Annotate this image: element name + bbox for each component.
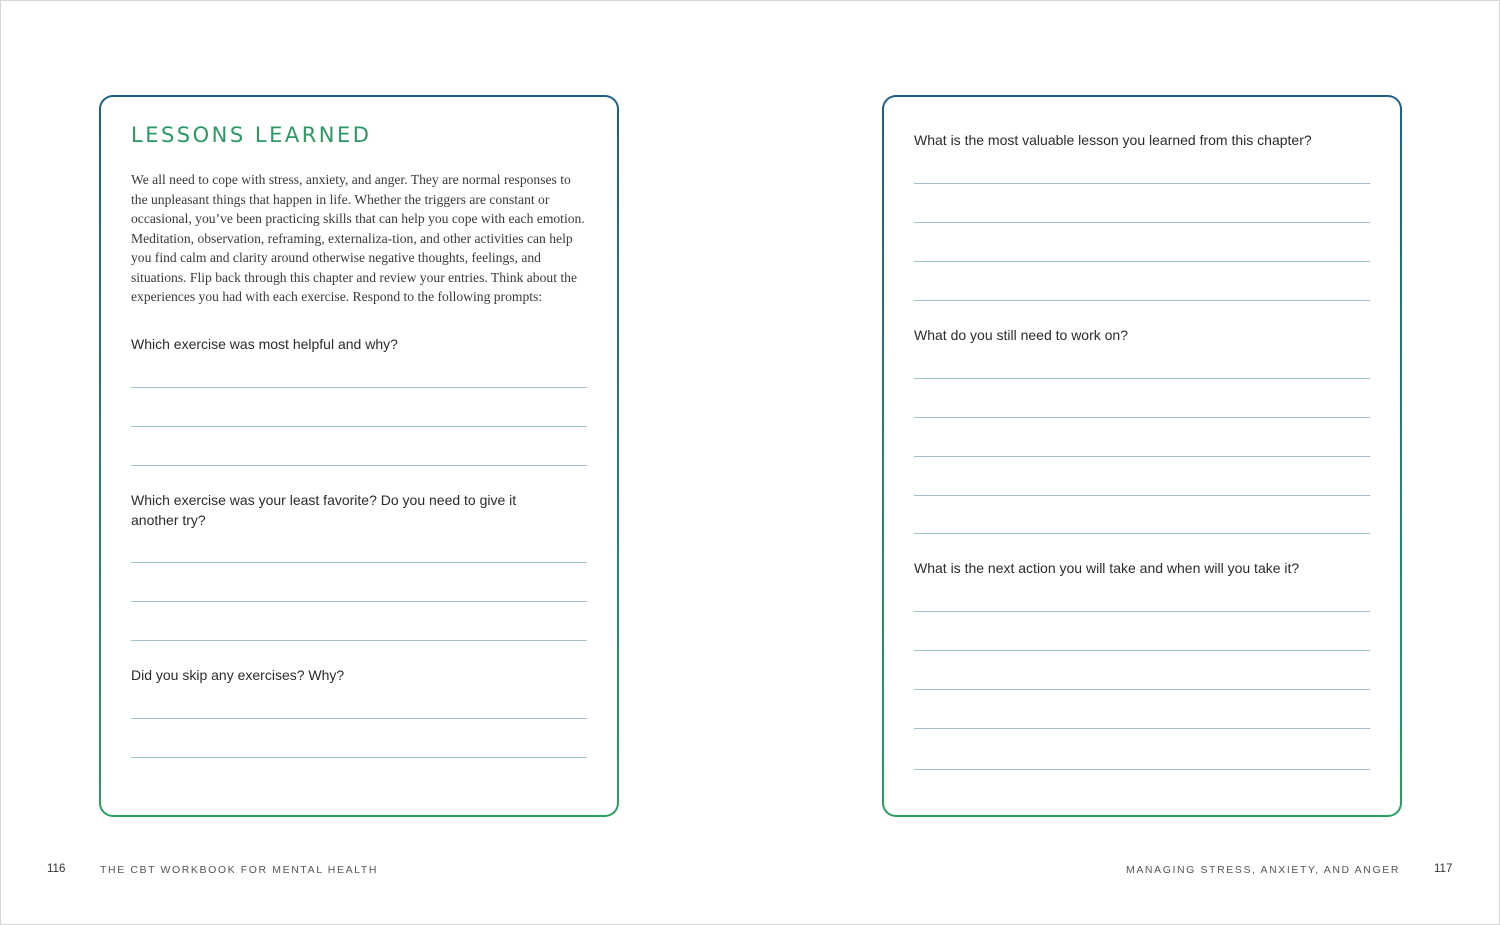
page-number-left: 116	[47, 863, 66, 875]
running-head-right: MANAGING STRESS, ANXIETY, AND ANGER	[1125, 864, 1400, 876]
writing-line[interactable]	[131, 465, 587, 466]
writing-line[interactable]	[914, 728, 1370, 729]
writing-line[interactable]	[914, 611, 1370, 612]
page-number-right: 117	[1434, 863, 1453, 875]
writing-line[interactable]	[914, 495, 1370, 496]
writing-line[interactable]	[914, 378, 1370, 379]
writing-line[interactable]	[914, 222, 1370, 223]
writing-line[interactable]	[914, 769, 1370, 770]
writing-line[interactable]	[914, 417, 1370, 418]
writing-line[interactable]	[914, 456, 1370, 457]
intro-paragraph: We all need to cope with stress, anxiety, and anger. They are normal responses to the unpleasant things that happen in life. Whether the triggers are constant or occasional, you’ve been practicing skills that can help you cope with each emotion. Meditation, observation, reframing, externaliza-tion, and other activities can help you find calm and clarity around otherwise negative thoughts, feelings, and situations. Flip back through this chapter and review your entries. Think about the experiences you had with each exercise. Respond to the following prompts:	[131, 172, 585, 304]
writing-line[interactable]	[131, 562, 587, 563]
writing-line[interactable]	[914, 533, 1370, 534]
prompt-least-favorite: Which exercise was your least favorite? Do you need to give it another try?	[131, 492, 517, 528]
prompt-most-helpful: Which exercise was most helpful and why?	[131, 336, 398, 352]
prompt-next-action: What is the next action you will take and when will you take it?	[914, 560, 1300, 576]
writing-line[interactable]	[131, 640, 587, 641]
prompt-valuable-lesson: What is the most valuable lesson you learned from this chapter?	[914, 132, 1312, 148]
writing-line[interactable]	[914, 689, 1370, 690]
writing-line[interactable]	[131, 718, 587, 719]
section-heading: LESSONS LEARNED	[131, 123, 372, 147]
writing-line[interactable]	[131, 426, 587, 427]
writing-line[interactable]	[131, 757, 587, 758]
writing-line[interactable]	[914, 650, 1370, 651]
writing-line[interactable]	[131, 601, 587, 602]
prompt-work-on: What do you still need to work on?	[914, 327, 1129, 343]
writing-line[interactable]	[131, 387, 587, 388]
writing-line[interactable]	[914, 300, 1370, 301]
writing-line[interactable]	[914, 261, 1370, 262]
running-head-left: THE CBT WORKBOOK FOR MENTAL HEALTH	[100, 864, 379, 876]
prompt-skipped-exercises: Did you skip any exercises? Why?	[131, 667, 345, 683]
writing-line[interactable]	[914, 183, 1370, 184]
